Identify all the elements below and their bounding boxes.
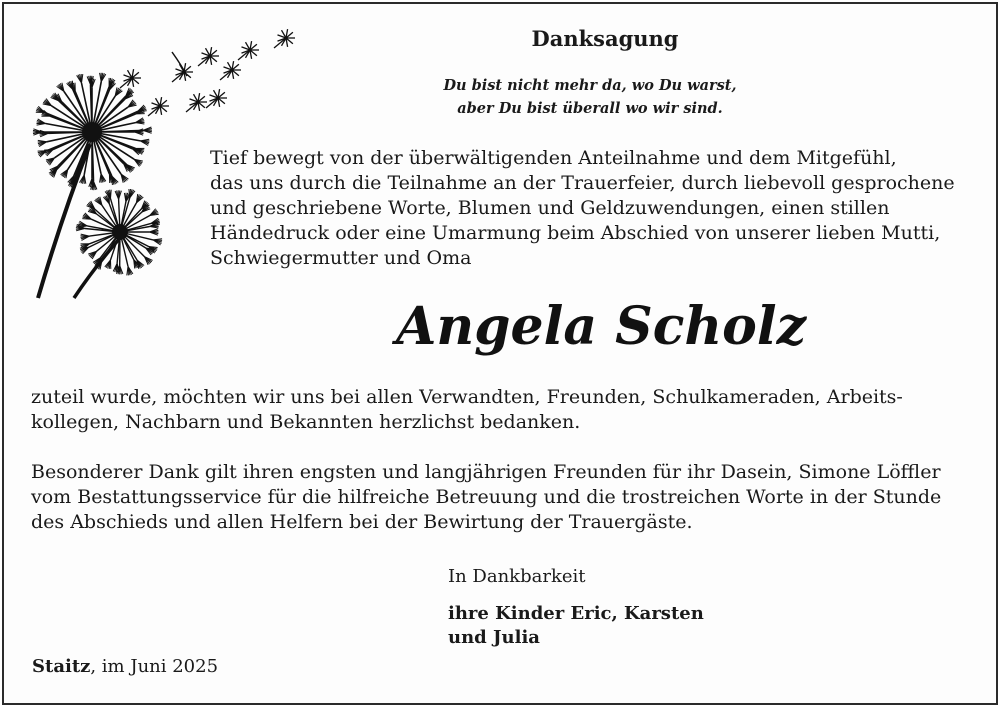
place-date: [32, 656, 218, 677]
signers: [448, 602, 704, 650]
paragraph-line: zuteil wurde, möchten wir uns bei allen Verwandten, Freunden, Schulkameraden, Arbeits-: [31, 386, 903, 408]
motto-line-2: aber Du bist überall wo wir sind.: [457, 100, 723, 117]
intro-line: Händedruck oder eine Umarmung beim Abschied von unserer lieben Mutti,: [210, 222, 941, 244]
paragraph-1: [31, 385, 981, 435]
paragraph-line: kollegen, Nachbarn und Bekannten herzlichst bedanken.: [31, 411, 581, 433]
intro-text: [210, 146, 990, 271]
signers-line-2: und Julia: [448, 627, 540, 648]
paragraph-line: des Abschieds und allen Helfern bei der Bewirtung der Trauergäste.: [31, 511, 693, 533]
place: Staitz: [32, 656, 91, 677]
deceased-name: Angela Scholz: [396, 296, 807, 357]
motto-line-1: Du bist nicht mehr da, wo Du warst,: [443, 77, 737, 94]
paragraph-2: [31, 460, 981, 535]
heading: Danksagung: [531, 26, 679, 51]
intro-line: Schwiegermutter und Oma: [210, 247, 472, 269]
intro-line: Tief bewegt von der überwältigenden Anteilnahme und dem Mitgefühl,: [210, 147, 897, 169]
paragraph-line: vom Bestattungsservice für die hilfreiche Betreuung und die trostreichen Worte in der Stunde: [31, 486, 942, 508]
date: , im Juni 2025: [90, 656, 219, 677]
signers-line-1: ihre Kinder Eric, Karsten: [448, 603, 704, 624]
motto: [440, 74, 740, 120]
intro-line: das uns durch die Teilnahme an der Trauerfeier, durch liebevoll gesprochene: [210, 172, 955, 194]
closing: In Dankbarkeit: [448, 566, 586, 587]
paragraph-line: Besonderer Dank gilt ihren engsten und langjährigen Freunden für ihr Dasein, Simone Löffler: [31, 461, 941, 483]
intro-line: und geschriebene Worte, Blumen und Geldzuwendungen, einen stillen: [210, 197, 890, 219]
